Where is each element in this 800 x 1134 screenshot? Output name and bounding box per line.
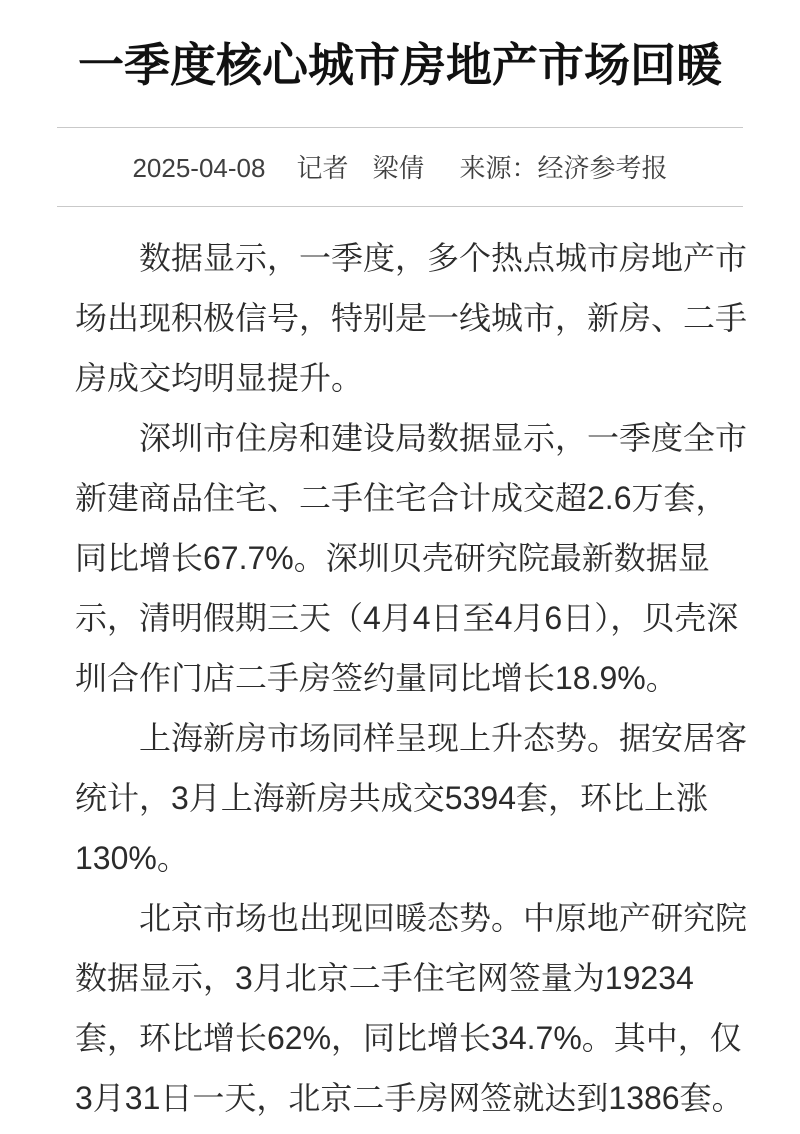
paragraph-overview: 数据显示，一季度，多个热点城市房地产市场出现积极信号，特别是一线城市，新房、二手房成交均明显提升。 (75, 240, 748, 396)
source-name: 经济参考报 (537, 153, 668, 183)
paragraph-shenzhen: 深圳市住房和建设局数据显示，一季度全市新建商品住宅、二手住宅合计成交超2.6万套，同比增长67.7%。深圳贝壳研究院最新数据显示，清明假期三天（4月4日至4月6日），贝壳深圳合作门店二手房签约量同比增长18.9%。 (75, 420, 748, 696)
divider-bottom (57, 206, 743, 207)
article-body (75, 228, 747, 1128)
article-title: 一季度核心城市房地产市场回暖 (78, 39, 722, 91)
source-label: 来源： (459, 153, 538, 183)
publish-date: 2025-04-08 (132, 153, 266, 183)
reporter-name: 梁倩 (372, 153, 425, 183)
article-meta (57, 150, 743, 186)
reporter-label: 记者 (296, 153, 349, 183)
divider-top (57, 127, 743, 128)
paragraph-shanghai: 上海新房市场同样呈现上升态势。据安居客统计，3月上海新房共成交5394套，环比上涨130%。 (75, 720, 748, 876)
paragraph-beijing: 北京市场也出现回暖态势。中原地产研究院数据显示，3月北京二手住宅网签量为19234套，环比增长62%，同比增长34.7%。其中，仅3月31日一天，北京二手房网签就达到1386套。 (75, 900, 748, 1116)
